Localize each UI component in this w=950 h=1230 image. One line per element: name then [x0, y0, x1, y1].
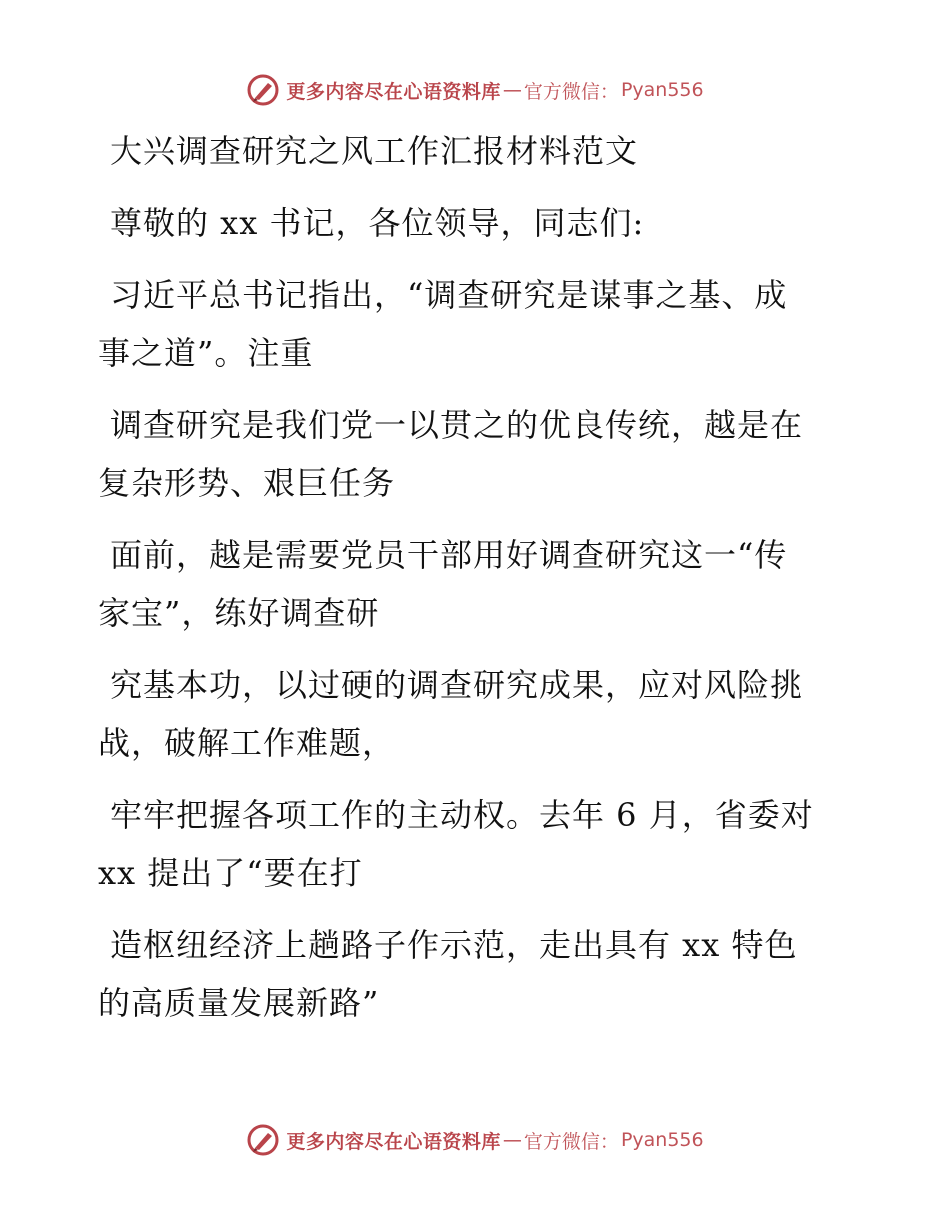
- paragraph-line: 牢牢把握各项工作的主动权。去年 6 月，省委对: [110, 796, 814, 834]
- banner-separator: —: [502, 1129, 522, 1151]
- document-body: [98, 122, 858, 1032]
- header-banner: [0, 70, 950, 110]
- footer-banner: [0, 1120, 950, 1160]
- paragraph-line: 家宝”，练好调查研: [98, 594, 380, 632]
- paragraph-line: 复杂形势、艰巨任务: [98, 464, 396, 502]
- paragraph-line: 战，破解工作难题，: [98, 724, 396, 762]
- paragraph: [98, 396, 858, 512]
- paragraph-line: 调查研究是我们党一以贯之的优良传统，越是在: [110, 406, 804, 444]
- paragraph-line: xx 提出了“要在打: [98, 854, 363, 892]
- paragraph-line: 习近平总书记指出，“调查研究是谋事之基、成: [110, 276, 788, 314]
- banner-brand-text: 更多内容尽在心语资料库: [286, 1130, 501, 1153]
- paragraph: [98, 266, 858, 382]
- paragraph-line: 造枢纽经济上趟路子作示范，走出具有 xx 特色: [110, 926, 798, 964]
- paragraph: [98, 916, 858, 1032]
- document-greeting: 尊敬的 xx 书记，各位领导，同志们:: [110, 204, 645, 242]
- banner-account: Pyan556: [620, 1129, 704, 1151]
- paragraph-line: 的高质量发展新路”: [98, 984, 380, 1022]
- banner-separator: —: [502, 79, 522, 101]
- banner-wechat-label: 官方微信：: [523, 1130, 619, 1153]
- paragraph: [98, 656, 858, 772]
- banner-brand-text: 更多内容尽在心语资料库: [286, 80, 501, 103]
- paragraph: [98, 526, 858, 642]
- pen-logo-icon: [246, 1123, 280, 1157]
- paragraph: [98, 786, 858, 902]
- banner-wechat-label: 官方微信：: [523, 80, 619, 103]
- paragraph-line: 面前，越是需要党员干部用好调查研究这一“传: [110, 536, 788, 574]
- pen-logo-icon: [246, 73, 280, 107]
- paragraph-line: 事之道”。注重: [98, 334, 314, 372]
- banner-account: Pyan556: [620, 79, 704, 101]
- document-title: 大兴调查研究之风工作汇报材料范文: [110, 132, 639, 170]
- paragraph-line: 究基本功，以过硬的调查研究成果，应对风险挑: [110, 666, 804, 704]
